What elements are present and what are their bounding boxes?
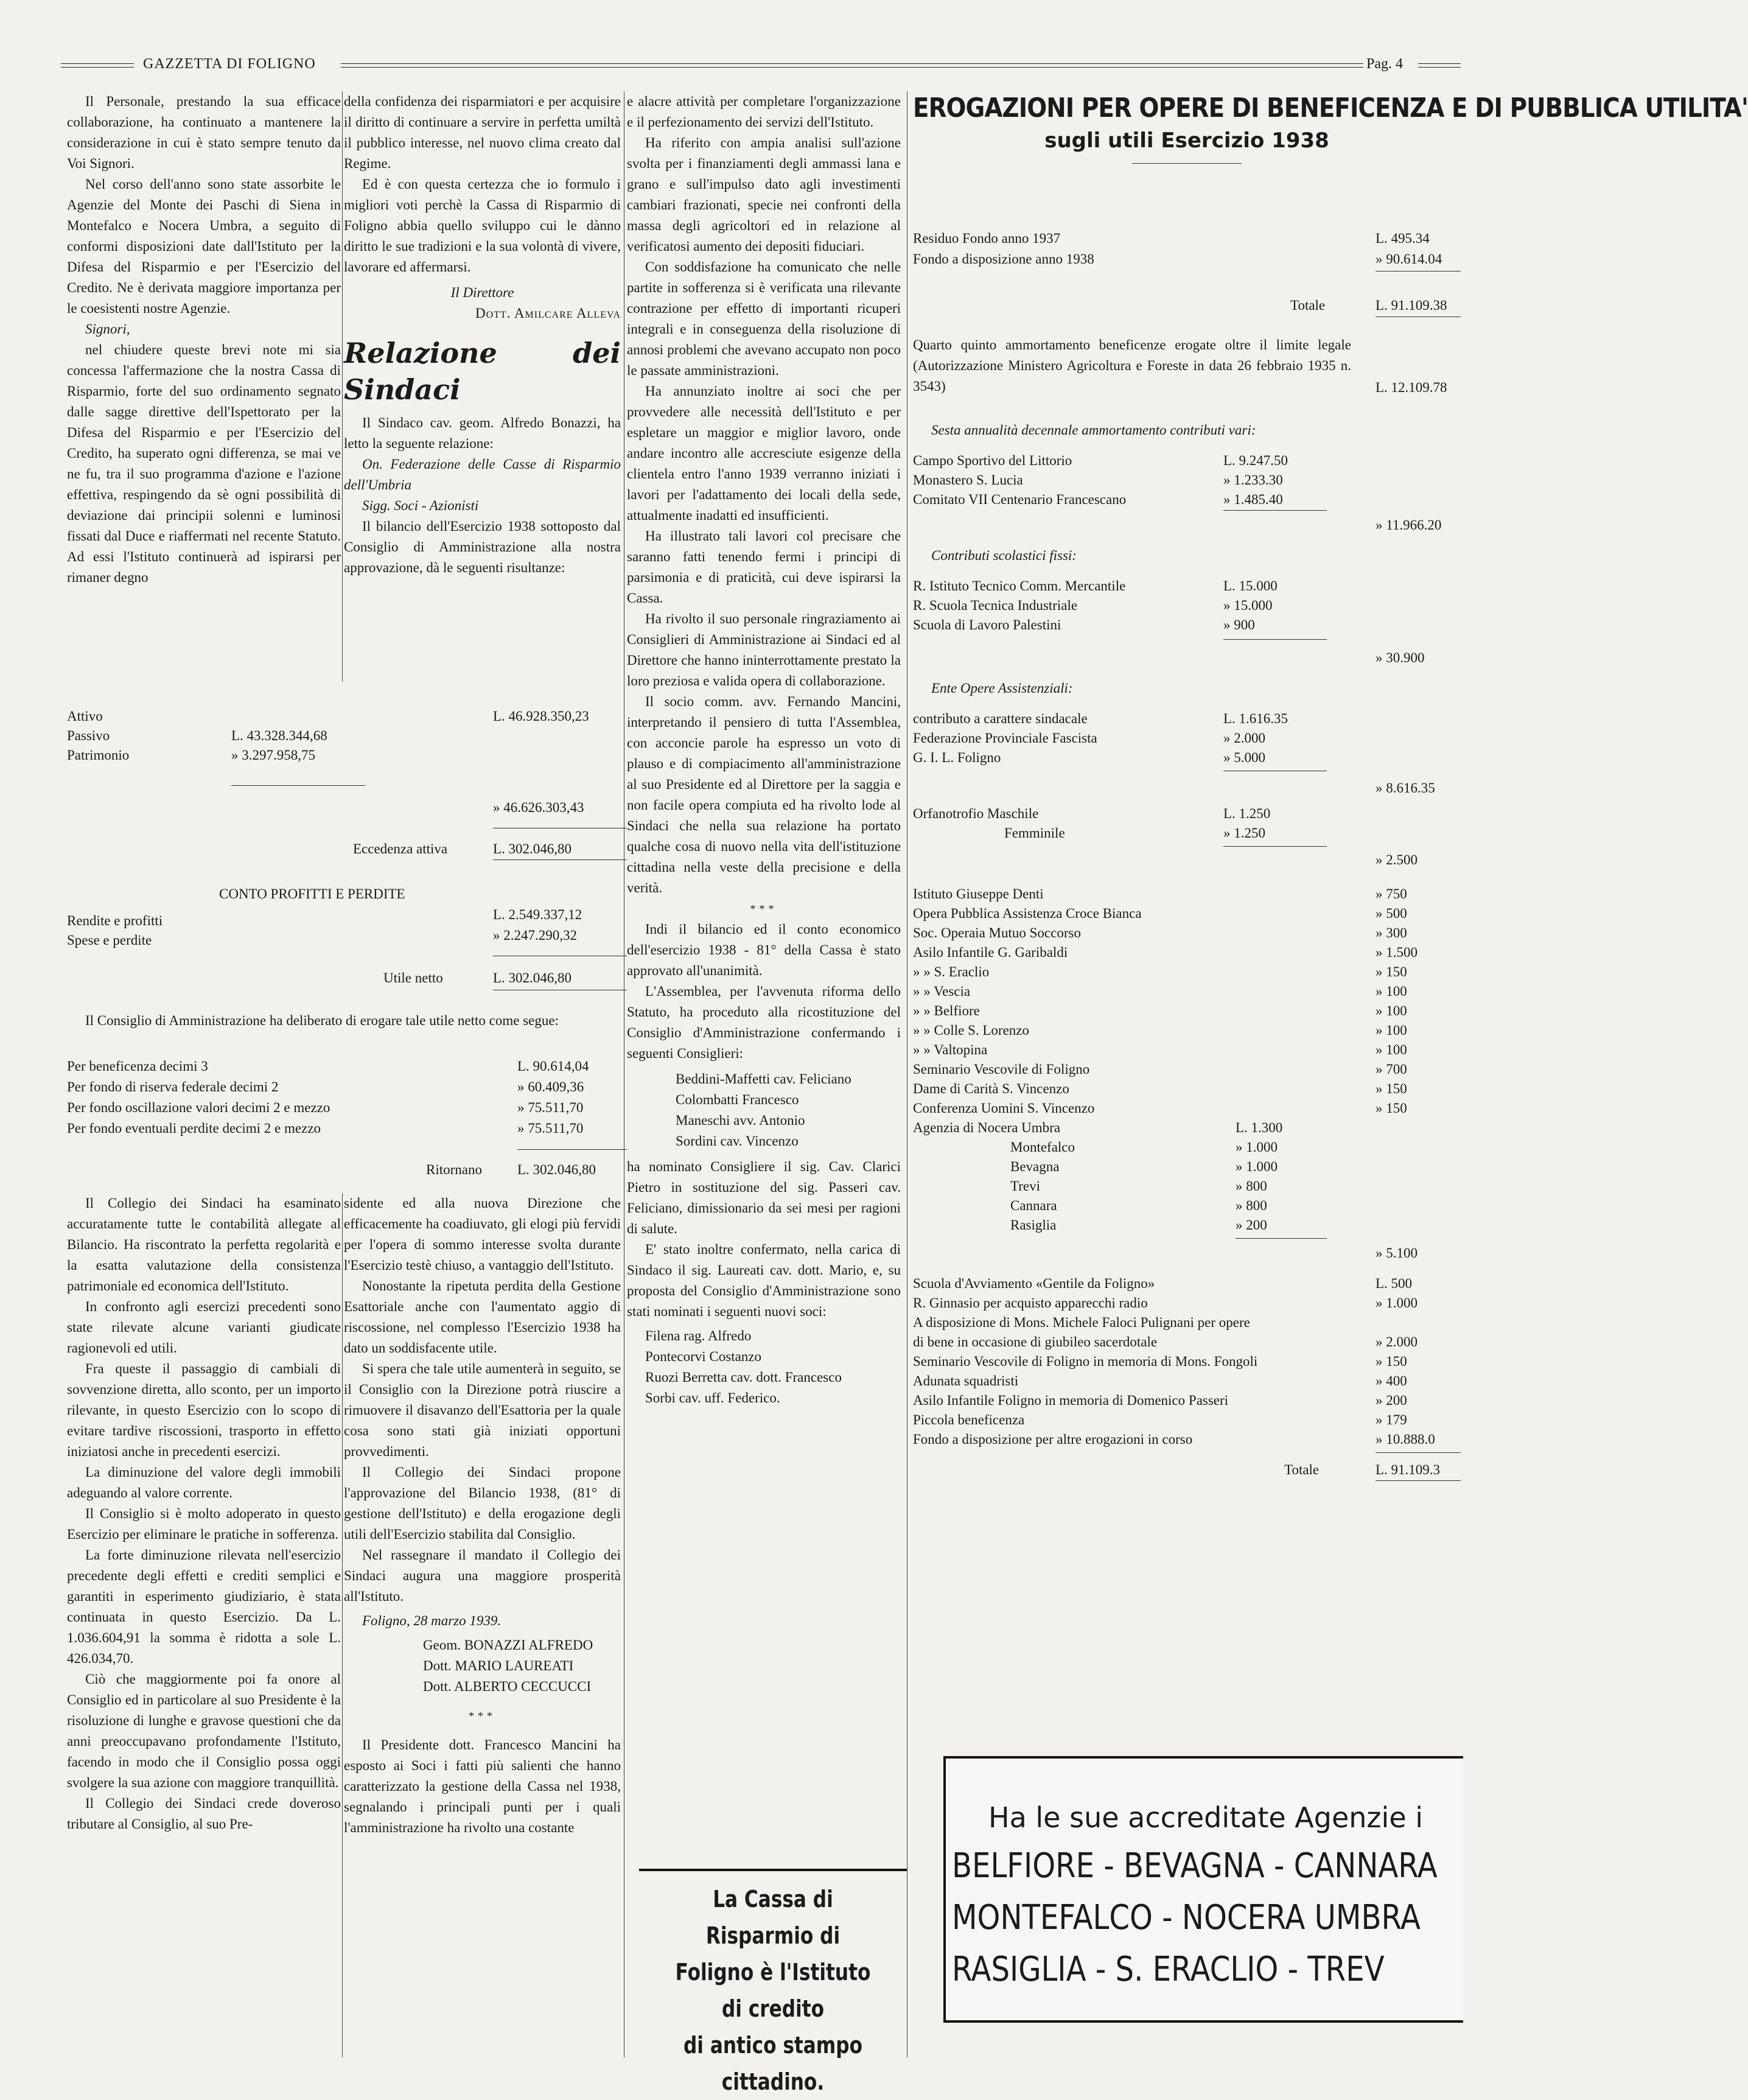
- ad-line: Ha le sue accreditate Agenzie i: [988, 1801, 1424, 1834]
- row-text: Seminario Vescovile di Foligno in memoria di Mons. Fongoli: [913, 1354, 1258, 1369]
- paragraph: Il Presidente dott. Francesco Mancini ha esposto ai Soci i fatti più salienti che hanno caratterizzato la gestione della Cassa nel 1938, segnalando i principali punti per i quali l'amministrazione ha rivolto una costante: [344, 1737, 621, 1835]
- paragraph: [67, 174, 341, 319]
- row-value: » 900: [1223, 617, 1255, 632]
- salutation: Signori,: [85, 321, 130, 337]
- row-text: R. Istituto Tecnico Comm. Mercantile: [913, 578, 1126, 593]
- erogazione-row: [913, 1215, 1461, 1236]
- erogazione-row: [913, 615, 1461, 635]
- row-value: » 400: [1376, 1373, 1407, 1388]
- paragraph: Fra queste il passaggio di cambiali di sovvenzione diretta, allo sconto, per un importo rilevante, in questo Esercizio con lo scopo di evitare tardive riscossioni, trasporto in effetto iniziatosi anche in precedenti esercizi.: [67, 1361, 341, 1459]
- bilancio-row: [67, 925, 627, 946]
- sum-rule: [231, 785, 365, 786]
- row-text: Asilo Infantile G. Garibaldi: [913, 945, 1068, 960]
- erogazione-row: [913, 470, 1461, 491]
- row-value: L. 302.046,80: [517, 1162, 596, 1177]
- newspaper-title: GAZZETTA DI FOLIGNO: [143, 56, 316, 72]
- paragraph: ha nominato Consigliere il sig. Cav. Clarici Pietro in sostituzione del sig. Passeri cav. Feliciano, dimissionario da sei mesi per ragioni di salute.: [627, 1159, 901, 1236]
- row-label: Ritornano: [426, 1162, 482, 1177]
- row-value: » 150: [1376, 1081, 1407, 1096]
- row-label: Utile netto: [383, 970, 443, 985]
- erogazione-row: [913, 377, 1461, 398]
- erogazione-row: [913, 1020, 1461, 1041]
- paragraph: Il Consiglio di Amministrazione ha deliberato di erogare tale utile netto come segue:: [85, 1013, 559, 1028]
- riparto-total: [67, 1160, 627, 1180]
- row-value: » 800: [1236, 1178, 1267, 1194]
- row-text: Totale: [1284, 1462, 1320, 1477]
- erogazione-row: [913, 1079, 1461, 1099]
- paragraph: Il socio comm. avv. Fernando Mancini, interpretando il pensiero di tutta l'Assemblea, con acconcie parole ha espresso un voto di plauso e di compiacimento all'amministrazione al suo Presidente ed al Direttore per la saggia e non facile opera compiuta ed ha rivolto lode al Sindaci che nella sua relazione ha portato qualche cosa di nuovo nella vita dell'istituzione cittadina nella veste della precisione e della verità.: [627, 694, 901, 895]
- row-value: » 150: [1376, 964, 1407, 979]
- column-rule: [342, 91, 343, 682]
- row-value: L. 302.046,80: [493, 970, 572, 985]
- erogazione-row: [913, 1460, 1461, 1480]
- erogazione-row: [913, 1332, 1461, 1353]
- ad-line: MONTEFALCO - NOCERA UMBRA: [952, 1898, 1421, 1937]
- row-text: Istituto Giuseppe Denti: [913, 886, 1044, 901]
- row-text: G. I. L. Foligno: [913, 750, 1001, 765]
- paragraph: Con soddisfazione ha comunicato che nelle partite in sofferenza si è verificata una rilevante contrazione per effetto di importanti ricuperi integrali e in conseguenza della risoluzione di annosi problemi che avevano accupato non poco le passate amministrazioni.: [627, 259, 901, 378]
- row-value: L. 500: [1376, 1276, 1413, 1291]
- row-text: Federazione Provinciale Fascista: [913, 730, 1097, 746]
- row-text: Asilo Infantile Foligno in memoria di Domenico Passeri: [913, 1393, 1229, 1408]
- section-title: CONTO PROFITTI E PERDITE: [219, 886, 405, 901]
- list-item: Filena rag. Alfredo: [645, 1328, 752, 1343]
- erogazione-row: [913, 1390, 1461, 1411]
- row-value: » 100: [1376, 1042, 1407, 1057]
- row-value: L. 1.250: [1223, 806, 1271, 821]
- row-text: » » Valtopina: [913, 1042, 988, 1057]
- paragraph: Si spera che tale utile aumenterà in seguito, se il Consiglio con la Direzione potrà riuscire a rimuovere il disavanzo dell'Esattoria per la quale cosa sono stati già iniziati opportuni provvedimenti.: [344, 1361, 621, 1459]
- row-value: » 1.000: [1376, 1295, 1418, 1311]
- row-value: » 2.000: [1223, 730, 1265, 746]
- row-value: » 100: [1376, 984, 1407, 999]
- slogan-line: di antico stampo cittadino.: [683, 2032, 862, 2095]
- bilancio-row: [67, 797, 627, 818]
- erogazione-row: [913, 923, 1461, 943]
- row-value: L. 495.34: [1376, 231, 1430, 246]
- row-text: R. Scuola Tecnica Industriale: [913, 598, 1078, 613]
- erogazione-row: [913, 1001, 1461, 1021]
- row-text: Monastero S. Lucia: [913, 472, 1023, 488]
- erogazione-row: [913, 576, 1461, 597]
- erogazioni-title: EROGAZIONI PER OPERE DI BENEFICENZA E DI PUBBLICA UTILITA': [913, 93, 1748, 124]
- row-value: » 8.616.35: [1376, 780, 1435, 796]
- erogazione-row: [913, 1137, 1461, 1158]
- row-text: Dame di Carità S. Vincenzo: [913, 1081, 1069, 1096]
- greeting: Sigg. Soci - Azionisti: [362, 498, 479, 513]
- erogazione-row: [913, 648, 1461, 668]
- erogazione-row: [913, 1059, 1461, 1080]
- paragraph: Indi il bilancio ed il conto economico dell'esercizio 1938 - 81° della Cassa è stato approvato all'unanimità.: [627, 922, 901, 978]
- bilancio-row: [67, 745, 627, 766]
- direttore-name: Dott. Amilcare Alleva: [475, 306, 621, 321]
- row-text: Seminario Vescovile di Foligno: [913, 1062, 1090, 1077]
- row-text: Opera Pubblica Assistenza Croce Bianca: [913, 906, 1142, 921]
- erogazione-row: [913, 228, 1461, 249]
- sum-rule: [1376, 1452, 1461, 1453]
- row-label: Attivo: [67, 709, 103, 724]
- row-value: » 1.000: [1236, 1139, 1278, 1155]
- row-value: » 1.000: [1236, 1159, 1278, 1174]
- consiglieri-list: [627, 1069, 901, 1152]
- row-text: Piccola beneficenza: [913, 1412, 1025, 1427]
- list-item: Beddini-Maffetti cav. Feliciano: [676, 1071, 851, 1087]
- paragraph: della confidenza dei risparmiatori e per acquisire il diritto di continuare a servire in perfetta umiltà il pubblico interesse, nel nuovo clima creato dal Regime.: [344, 94, 621, 171]
- list-item: Pontecorvi Costanzo: [645, 1349, 761, 1364]
- row-value: » 1.233.30: [1223, 472, 1283, 488]
- ad-line: BELFIORE - BEVAGNA - CANNARA: [952, 1846, 1438, 1886]
- row-label: Passivo: [67, 728, 110, 743]
- erogazione-row: [913, 1312, 1461, 1333]
- row-value: » 500: [1376, 906, 1407, 921]
- row-text: Fondo a disposizione anno 1938: [913, 251, 1094, 267]
- row-value: L. 302.046,80: [493, 841, 572, 856]
- erogazione-row: [913, 450, 1461, 471]
- row-text: Comitato VII Centenario Francescano: [913, 492, 1127, 507]
- row-value: » 300: [1376, 925, 1407, 940]
- row-text: Rasiglia: [1010, 1217, 1057, 1233]
- paragraph: Ciò che maggiormente poi fa onore al Consiglio ed in particolare al suo Presidente è la risoluzione di lunghe e gravose questioni che da anni preoccupavano profondamente l'Istituto, facendo in modo che il Consiglio possa oggi svolgere la sua azione con maggiore tranquillità.: [67, 1671, 341, 1790]
- row-value: L. 2.549.337,12: [493, 907, 582, 922]
- row-value: » 2.247.290,32: [493, 928, 577, 943]
- column-rule: [342, 1193, 343, 2057]
- row-value: » 3.297.958,75: [231, 747, 315, 763]
- erogazione-row: [913, 823, 1461, 844]
- row-value: » 30.900: [1376, 650, 1425, 665]
- row-text: Residuo Fondo anno 1937: [913, 231, 1061, 246]
- article-column-3: [627, 91, 901, 1405]
- erogazioni-subtitle: sugli utili Esercizio 1938: [1044, 128, 1329, 153]
- row-label: Eccedenza attiva: [353, 841, 448, 856]
- row-value: » 800: [1236, 1198, 1267, 1213]
- row-text: Conferenza Uomini S. Vincenzo: [913, 1101, 1095, 1116]
- row-text: » » Belfiore: [913, 1003, 980, 1018]
- row-text: Femminile: [1004, 825, 1065, 841]
- erogazione-row: [913, 1176, 1461, 1197]
- riparto-row: [67, 1097, 627, 1118]
- row-text: Orfanotrofio Maschile: [913, 806, 1039, 821]
- row-value: » 200: [1376, 1393, 1407, 1408]
- relazione-title: Relazione dei Sindaci: [344, 337, 621, 406]
- row-value: » 1.500: [1376, 945, 1418, 960]
- sum-rule: [1236, 1238, 1327, 1239]
- row-value: L. 43.328.344,68: [231, 728, 327, 743]
- row-text: » » Vescia: [913, 984, 971, 999]
- row-text: » » S. Eraclio: [913, 964, 990, 979]
- row-value: » 100: [1376, 1023, 1407, 1038]
- article-column-2: [344, 91, 621, 694]
- header-rule: [1418, 63, 1461, 68]
- row-label: Per fondo oscillazione valori decimi 2 e mezzo: [67, 1100, 330, 1115]
- row-value: » 46.626.303,43: [493, 800, 584, 815]
- row-label: Per fondo di riserva federale decimi 2: [67, 1079, 279, 1094]
- erogazione-row: [913, 678, 1461, 699]
- sindaci-column-2: [344, 1193, 621, 2057]
- row-value: » 150: [1376, 1101, 1407, 1116]
- header-rule: [61, 63, 134, 68]
- bilancio-row: [67, 706, 627, 727]
- paragraph: Il bilancio dell'Esercizio 1938 sottoposto dal Consiglio di Amministrazione alla nostra approvazione, dà le seguenti risultanze:: [344, 519, 621, 575]
- erogazione-row: [913, 1157, 1461, 1177]
- list-item: Colombatti Francesco: [676, 1092, 799, 1107]
- ad-line: RASIGLIA - S. ERACLIO - TREV: [952, 1950, 1385, 1989]
- signatures: [344, 1635, 621, 1697]
- erogazione-row: [913, 1293, 1461, 1314]
- paragraph: sidente ed alla nuova Direzione che efficacemente ha coadiuvato, gli elogi più fervidi per l'opera di sommo interesse svolta durante l'Esercizio testè chiuso, a vantaggio dell'Istituto.: [344, 1195, 621, 1273]
- riparto-row: [67, 1077, 627, 1097]
- erogazione-row: [913, 850, 1461, 870]
- header-rule: [341, 63, 1363, 68]
- row-value: » 100: [1376, 1003, 1407, 1018]
- separator-stars: ***: [469, 1710, 496, 1722]
- row-label: Rendite e profitti: [67, 913, 163, 928]
- row-value: L. 91.109.38: [1376, 298, 1447, 313]
- page-header: [61, 54, 1461, 75]
- row-value: L. 46.928.350,23: [493, 709, 589, 724]
- erogazione-row: [913, 545, 1461, 566]
- paragraph: E' stato inoltre confermato, nella carica di Sindaco il sig. Laureati cav. dott. Mario, e, su proposta del Consiglio d'Amministrazione sono stati nominati i seguenti nuovi soci:: [627, 1242, 901, 1319]
- row-value: » 179: [1376, 1412, 1407, 1427]
- signature-name: Dott. MARIO LAUREATI: [423, 1658, 574, 1673]
- sum-rule: [1223, 639, 1327, 640]
- article-column-1: [67, 91, 341, 694]
- list-item: Sorbi cav. uff. Federico.: [645, 1390, 780, 1405]
- row-value: » 15.000: [1223, 598, 1273, 613]
- row-text: Soc. Operaia Mutuo Soccorso: [913, 925, 1081, 940]
- row-value: » 2.000: [1376, 1334, 1418, 1349]
- paragraph: L'Assemblea, per l'avvenuta riforma dello Statuto, ha proceduto alla ricostituzione del Consiglio d'Amministrazione confermando i seguenti Consiglieri:: [627, 984, 901, 1061]
- paragraph: e alacre attività per completare l'organizzazione e il perfezionamento dei servizi dell'Istituto.: [627, 94, 901, 130]
- row-value: L. 90.614,04: [517, 1059, 589, 1074]
- erogazione-row: [913, 962, 1461, 982]
- row-text: Fondo a disposizione per altre erogazioni in corso: [913, 1432, 1193, 1447]
- soci-list: [627, 1326, 901, 1409]
- erogazione-row: [913, 489, 1461, 510]
- paragraph: Il Collegio dei Sindaci propone l'approvazione del Bilancio 1938, (81° di gestione dell'Istituto) e della erogazione degli utili dell'Esercizio stabilita dal Consiglio.: [344, 1465, 621, 1542]
- list-item: Ruozi Berretta cav. dott. Francesco: [645, 1370, 842, 1385]
- row-value: » 10.888.0: [1376, 1432, 1435, 1447]
- sum-rule: [1223, 510, 1327, 511]
- paragraph: Nonostante la ripetuta perdita della Gestione Esattoriale anche con l'aumentato aggio di riscossione, nel complesso l'Esercizio 1938 ha dato un soddisfacente utile.: [344, 1278, 621, 1356]
- row-text: Scuola d'Avviamento «Gentile da Foligno»: [913, 1276, 1155, 1291]
- row-value: » 60.409,36: [517, 1079, 584, 1094]
- row-value: » 1.485.40: [1223, 492, 1283, 507]
- paragraph: Il Consiglio si è molto adoperato in questo Esercizio per eliminare le pratiche in sofferenza.: [67, 1506, 341, 1542]
- agenzie-advertisement: [943, 1756, 1463, 2023]
- paragraph: La forte diminuzione rilevata nell'esercizio precedente degli effetti e crediti semplici e garantiti in esperimento giudiziario, è stata continuata in questo Esercizio. Da L. 1.036.604,91 la somma è ridotta a sole L. 426.034,70.: [67, 1547, 341, 1666]
- signature-name: Geom. BONAZZI ALFREDO: [423, 1637, 593, 1653]
- erogazione-row: [913, 778, 1461, 799]
- row-value: » 2.500: [1376, 852, 1418, 867]
- row-value: » 150: [1376, 1354, 1407, 1369]
- row-label: Per fondo eventuali perdite decimi 2 e mezzo: [67, 1121, 321, 1136]
- erogazione-row: [913, 1243, 1461, 1264]
- direttore-title: Il Direttore: [450, 285, 514, 300]
- section-label: Sesta annualità decennale ammortamento contributi vari:: [931, 422, 1256, 438]
- erogazione-row: [913, 942, 1461, 963]
- slogan-line: La Cassa di Risparmio di: [705, 1886, 841, 1949]
- row-value: » 1.250: [1223, 825, 1265, 841]
- row-value: » 11.966.20: [1376, 517, 1442, 533]
- erogazione-row: [913, 1371, 1461, 1391]
- bilancio-block: [67, 706, 627, 1187]
- signature-name: Dott. ALBERTO CECCUCCI: [423, 1679, 592, 1694]
- row-text: Agenzia di Nocera Umbra: [913, 1120, 1061, 1135]
- quarto-text: Quarto quinto ammortamento beneficenze erogate oltre il limite legale (Autorizzazione Ministero Agricoltura e Foreste in data 26 febbraio 1935 n. 3543): [913, 337, 1351, 394]
- sindaci-column-1: [67, 1193, 341, 2057]
- row-text: R. Ginnasio per acquisto apparecchi radio: [913, 1295, 1148, 1311]
- row-text: Scuola di Lavoro Palestini: [913, 617, 1061, 632]
- row-label: Per beneficenza decimi 3: [67, 1059, 208, 1074]
- row-value: » 90.614.04: [1376, 251, 1442, 267]
- paragraph-text: Il Personale, prestando la sua efficace collaborazione, ha continuato a mantenere la considerazione in cui è stato sempre tenuto da Voi Signori.: [67, 94, 341, 171]
- sum-rule: [493, 859, 627, 860]
- paragraph: Nel rassegnare il mandato il Collegio dei Sindaci augura una maggiore prosperità all'Istituto.: [344, 1547, 621, 1604]
- row-text: Campo Sportivo del Littorio: [913, 453, 1072, 468]
- row-value: » 200: [1236, 1217, 1267, 1233]
- row-value: » 75.511,70: [517, 1100, 584, 1115]
- row-text: A disposizione di Mons. Michele Faloci Pulignani per opere: [913, 1315, 1250, 1330]
- paragraph: Ha annunziato inoltre ai soci che per provvedere alle necessità dell'Istituto e per espletare un maggior e miglior lavoro, onde andare incontro alle accresciute esigenze della clientela entro l'anno 1939 verranno iniziati i lavori per l'adattamento dei locali della sede, attualmente inadatti ed insufficienti.: [627, 383, 901, 523]
- erogazione-row: [913, 1429, 1461, 1450]
- row-text: Cannara: [1010, 1198, 1057, 1213]
- row-value: » 750: [1376, 886, 1407, 901]
- bilancio-row: [67, 726, 627, 746]
- row-text: Trevi: [1010, 1178, 1040, 1194]
- address: On. Federazione delle Casse di Risparmio dell'Umbria: [344, 457, 621, 492]
- box-rule: [639, 1869, 907, 1871]
- paragraph: Il Sindaco cav. geom. Alfredo Bonazzi, ha letto la seguente relazione:: [344, 415, 621, 451]
- bilancio-row: [67, 839, 627, 859]
- paragraph: La diminuzione del valore degli immobili adeguando al valore corrente.: [67, 1465, 341, 1500]
- erogazione-row: [913, 981, 1461, 1002]
- title-rule: [1132, 163, 1242, 164]
- erogazione-row: [913, 1410, 1461, 1430]
- row-value: L. 9.247.50: [1223, 453, 1288, 468]
- row-label: Spese e perdite: [67, 933, 152, 948]
- row-text: Montefalco: [1010, 1139, 1075, 1155]
- row-value: » 5.000: [1223, 750, 1265, 765]
- erogazione-row: [913, 420, 1461, 441]
- paragraph: Il Collegio dei Sindaci ha esaminato accuratamente tutte le contabilità allegate al Bilancio. Ha riscontrato la perfetta regolarità e la esatta valutazione della consistenza patrimoniale ed economica dell'Istituto.: [67, 1195, 341, 1293]
- erogazione-row: [913, 515, 1461, 536]
- erogazione-row: [913, 747, 1461, 768]
- paragraph: Ha riferito con ampia analisi sull'azione svolta per i finanziamenti degli ammassi lana e grano e sull'impulso dato agli investimenti cambiari frazionati, specie nei confronti della massa degli agricoltori ed in relazione al verificatosi aumento dei depositi fiduciari.: [627, 135, 901, 254]
- row-label: Patrimonio: [67, 747, 130, 763]
- erogazione-row: [913, 803, 1461, 824]
- row-value: » 700: [1376, 1062, 1407, 1077]
- conto-title: [67, 884, 627, 905]
- row-value: L. 1.616.35: [1223, 711, 1288, 726]
- paragraph: nel chiudere queste brevi note mi sia concessa l'affermazione che la nostra Cassa di Risparmio, forte del suo ordinamento segnato dalle sagge direttive dell'Ispettorato per la Difesa del Risparmio e per l'Esercizio del Credito, ha superato ogni differenza, se mai ve ne fu, tra il suo programma d'azione e l'azione effettiva, respingendo da sè ogni possibilità di deviazione dai principii solenni e luminosi fissati dal Duce e riaffermati nel recente Statuto. Ad essi l'Istituto continuerà ad ispirarsi per rimaner degno: [67, 342, 341, 585]
- signature-place: Foligno, 28 marzo 1939.: [362, 1613, 502, 1628]
- section-label: Ente Opere Assistenziali:: [931, 681, 1073, 696]
- row-value: » 5.100: [1376, 1245, 1418, 1261]
- paragraph-text: Nel corso dell'anno sono state assorbite le Agenzie del Monte dei Paschi di Siena in Montefalco e Nocera Umbra, a seguito di conformi disposizioni date dall'Istituto per la Difesa del Risparmio e per l'Esercizio del Credito. Ne è derivata maggiore importanza per le coesistenti nostre Agenzie.: [67, 177, 341, 316]
- row-text: contributo a carattere sindacale: [913, 711, 1088, 726]
- row-text: Bevagna: [1010, 1159, 1060, 1174]
- paragraph: [67, 91, 341, 174]
- erogazione-row: [913, 709, 1461, 729]
- sum-rule: [1376, 1480, 1461, 1481]
- separator-stars: ***: [750, 903, 778, 915]
- erogazione-row: [913, 1195, 1461, 1216]
- erogazione-row: [913, 295, 1461, 316]
- row-text: Totale: [1290, 298, 1326, 313]
- erogazione-row: [913, 249, 1461, 270]
- erogazione-row: [913, 595, 1461, 616]
- list-item: Sordini cav. Vincenzo: [676, 1133, 799, 1149]
- erogazione-row: [913, 884, 1461, 905]
- row-value: L. 91.109.3: [1376, 1462, 1441, 1477]
- cassa-slogan: [663, 1881, 883, 2100]
- sum-rule: [517, 1149, 627, 1150]
- erogazione-row: [913, 1351, 1461, 1372]
- page-number: Pag. 4: [1366, 56, 1403, 72]
- paragraph: Ed è con questa certezza che io formulo i migliori voti perchè la Cassa di Risparmio di Foligno abbia quello sviluppo cui le dànno diritto le sue tradizioni e la sua volontà di vivere, lavorare ed affermarsi.: [344, 177, 621, 275]
- section-label: Contributi scolastici fissi:: [931, 548, 1077, 563]
- bilancio-row: [67, 968, 627, 989]
- row-value: » 75.511,70: [517, 1121, 584, 1136]
- paragraph: Ha rivolto il suo personale ringraziamento ai Consiglieri di Amministrazione ai Sindaci ed al Direttore che hanno ininterrottamente prestato la loro preziosa e valida opera di collaborazione.: [627, 611, 901, 688]
- sum-rule: [1223, 846, 1327, 847]
- erogazione-row: [913, 1040, 1461, 1060]
- row-value: L. 1.300: [1236, 1120, 1283, 1135]
- slogan-line: Foligno è l'Istituto di credito: [675, 1959, 871, 2022]
- row-text: » » Colle S. Lorenzo: [913, 1023, 1029, 1038]
- erogazione-row: [913, 903, 1461, 924]
- list-item: Maneschi avv. Antonio: [676, 1113, 805, 1128]
- row-value: L. 12.109.78: [1376, 380, 1447, 395]
- erogazione-row: [913, 728, 1461, 749]
- row-value: L. 15.000: [1223, 578, 1278, 593]
- row-text: Adunata squadristi: [913, 1373, 1019, 1388]
- riparto-row: [67, 1118, 627, 1139]
- paragraph: Ha illustrato tali lavori col precisare che saranno fatti tenendo fermi i principi di parsimonia e di praticità, cui deve ispirarsi la Cassa.: [627, 528, 901, 606]
- erogazione-row: [913, 1098, 1461, 1119]
- erogazione-row: [913, 1118, 1461, 1138]
- erogazione-row: [913, 1273, 1461, 1294]
- riparto-intro: [67, 1010, 627, 1031]
- paragraph: Il Collegio dei Sindaci crede doveroso tributare al Consiglio, al suo Pre-: [67, 1796, 341, 1832]
- row-text: di bene in occasione di giubileo sacerdotale: [913, 1334, 1158, 1349]
- riparto-row: [67, 1056, 627, 1077]
- paragraph: In confronto agli esercizi precedenti sono state rilevate alcune varianti giudicate ragionevoli ed utili.: [67, 1299, 341, 1356]
